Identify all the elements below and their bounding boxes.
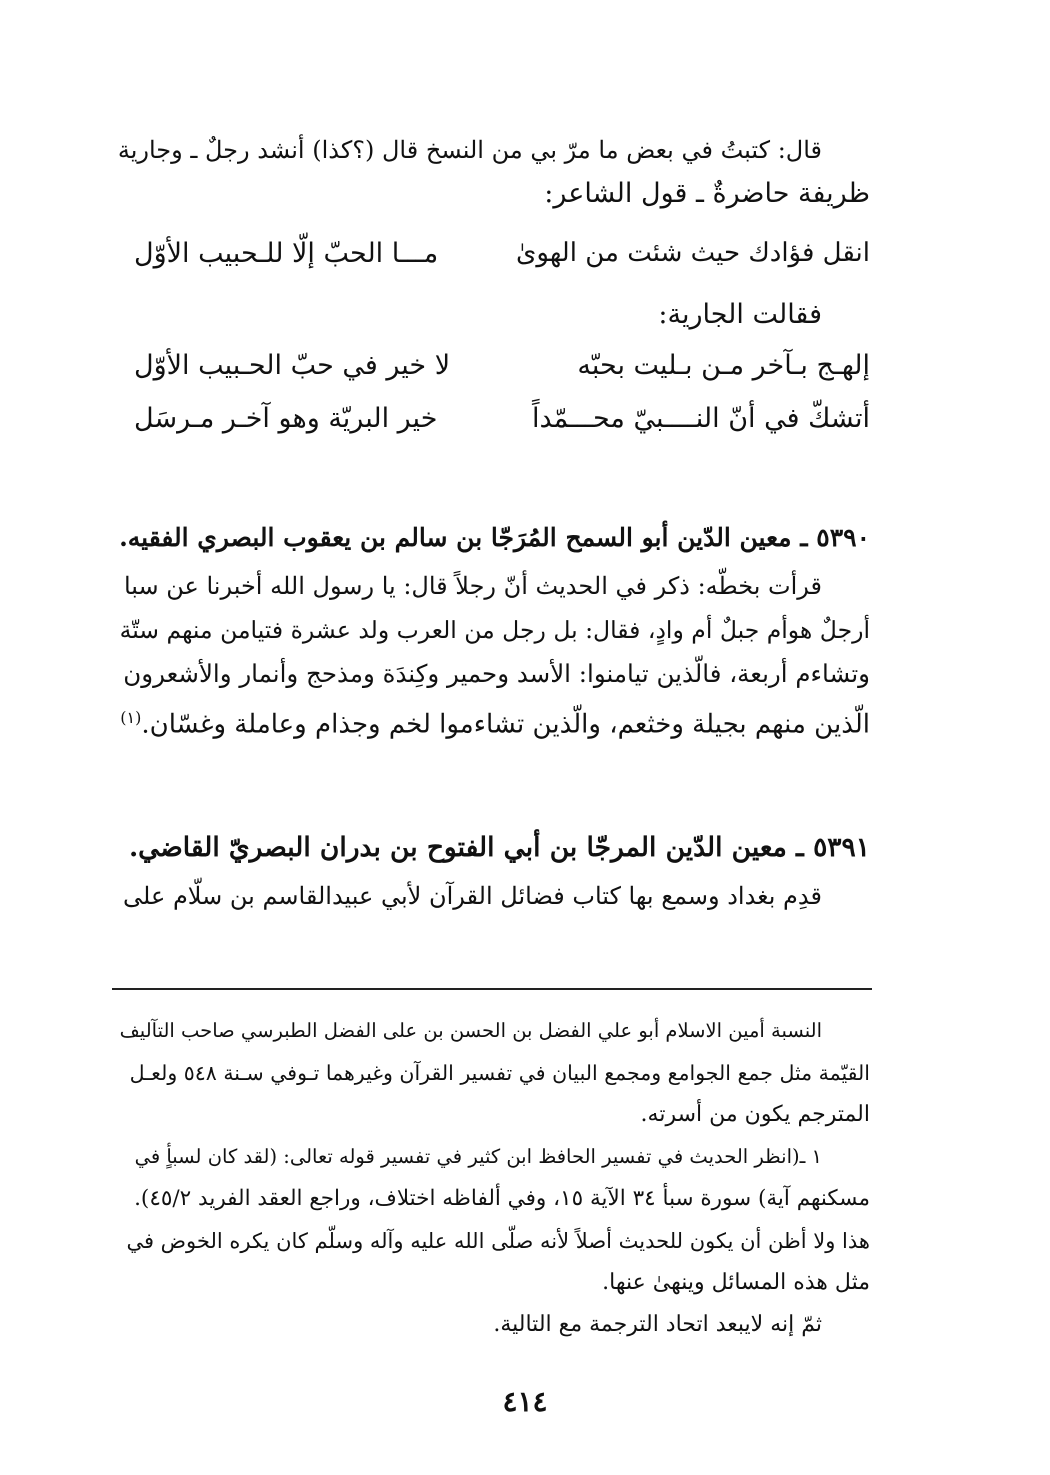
page-number: ٤١٤ [502,1385,548,1418]
footnote-1-line: مسكنهم آية) سورة سبأ ٣٤ الآية ١٥، وفي ألفاظه اختلاف، وراجع العقد الفريد ٤٥/٢). [134,1186,870,1211]
footnote-1-line: مثل هذه المسائل وينهىٰ عنها. [602,1270,870,1295]
footnote-1-line: ١ ـ(انظر الحديث في تفسير الحافظ ابن كثير في تفسير قوله تعالى: (لقد كان لسبأٍ في [134,1145,822,1168]
entry-5391-title: ٥٣٩١ ـ معين الدّين المرجّا بن أبي الفتوح بن بدران البصريّ القاضي. [128,832,870,863]
footnote-reference: (١) [120,708,142,727]
entry-5390 [118,512,870,747]
verse-3 [118,403,870,455]
verse-2-second-hemistich: لا خير في حبّ الحـبيب الأوّل [134,350,451,381]
entry-5390-line: أرجلٌ هوأم جبلٌ أم وادٍ، فقال: بل رجل من العرب ولد عشرة فتيامن منهم ستّة [119,616,870,644]
footnote-continuation-line: النسبة أمين الاسلام أبو علي الفضل بن الحسن بن على الفضل الطبرسي صاحب التآليف [119,1019,822,1042]
entry-5390-line: وتشاءم أربعة، فالّذين تيامنوا: الأسد وحمير وكِندَة ومذحج وأنمار والأشعرون [123,659,870,688]
reply-label: فقالت الجارية: [658,299,822,330]
entry-5391 [118,822,870,918]
footnote-1-line: هذا ولا أظن أن يكون للحديث أصلاً لأنه صلّى الله عليه وآله وسلّم كان يكره الخوض في [126,1229,870,1253]
entry-5390-line-text: الّذين منهم بجيلة وخثعم، والّذين تشاءموا لخم وجذام وعاملة وغسّان. [141,709,870,740]
verse-3-second-hemistich: خير البريّة وهو آخـر مـرسَل [134,403,438,434]
verse-3-first-hemistich: أتشكّ في أنّ النــــبيّ محـــمّداً [531,403,870,434]
intro-paragraph [118,128,870,216]
entry-5391-line: قدِم بغداد وسمع بها كتاب فضائل القرآن لأبي عبيدالقاسم بن سلّام على [123,882,822,910]
intro-line-2: ظريفة حاضرةٌ ـ قول الشاعر: [544,178,870,209]
footnote-divider [112,988,872,990]
intro-line-1: قال: كتبتُ في بعض ما مرّ بي من النسخ قال (؟كذا) أنشد رجلٌ ـ وجارية [117,136,822,164]
entry-5390-title: ٥٣٩٠ ـ معين الدّين أبو السمح المُرَجّا بن سالم بن يعقوب البصري الفقيه. [119,523,870,552]
verse-2 [118,350,870,402]
verse-1-second-hemistich: مـــا الحبّ إلّا للـحبيب الأوّل [134,238,439,269]
verse-1-first-hemistich: انقل فؤادك حيث شئت من الهوىٰ [516,238,870,268]
reply-label-block [118,293,870,337]
verse-1 [118,238,870,290]
footnote-2-line: ثمّ إنه لايبعد اتحاد الترجمة مع التالية. [493,1312,822,1337]
footnote-continuation-line: المترجم يكون من أسرته. [640,1102,870,1127]
entry-5390-last-line [118,696,870,747]
verse-2-first-hemistich: إلهـج بـآخر مـن بـليت بحبّه [577,350,870,381]
footnotes [118,1010,870,1346]
footnote-continuation-line: القيّمة مثل جمع الجوامع ومجمع البيان في تفسير القرآن وغيرهما تـوفي سـنة ٥٤٨ ولعـل [129,1061,870,1085]
entry-5390-line: قرأت بخطّه: ذكر في الحديث أنّ رجلاً قال: يا رسول الله أخبرنا عن سبا [123,572,822,600]
